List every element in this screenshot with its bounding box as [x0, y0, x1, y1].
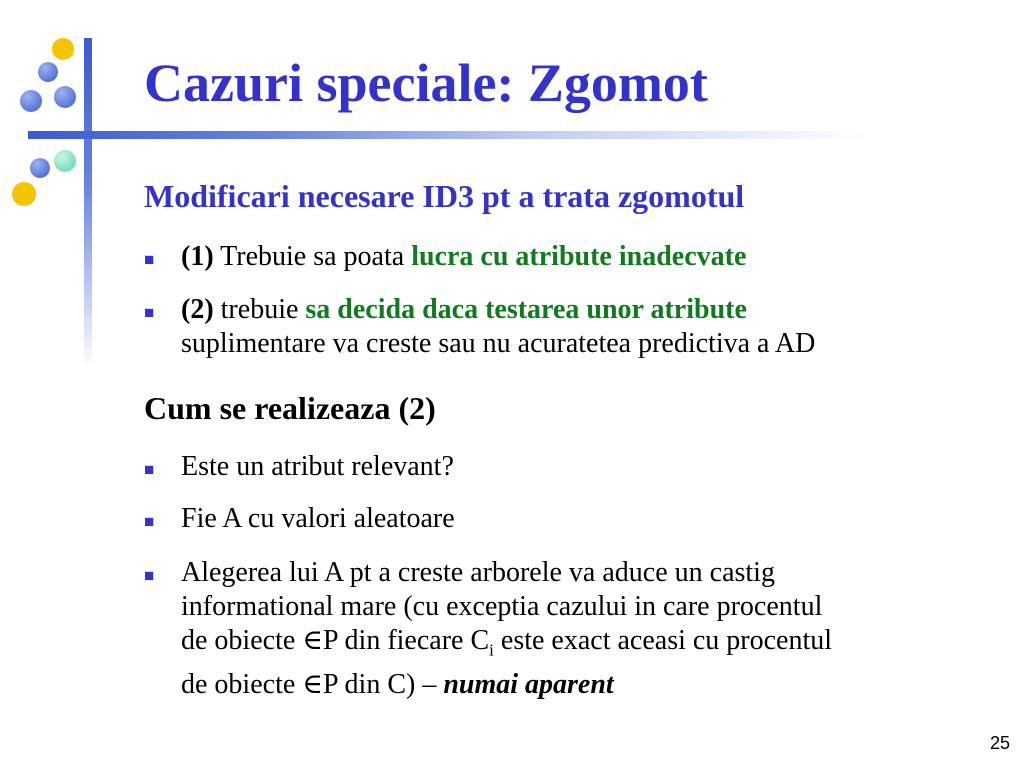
bullet-text: Trebuie sa poata	[220, 241, 405, 272]
decorative-dot-yellow-bottom	[12, 182, 36, 206]
element-of-symbol: ∈	[302, 625, 324, 656]
bullet-line: informational mare (cu exceptia cazului in care procentul	[181, 591, 823, 622]
emphasis-text: numai aparent	[443, 668, 614, 700]
bullet-marker: ■	[144, 566, 155, 585]
bullet-highlight: lucra cu atribute inadecvate	[411, 241, 747, 272]
bullet-marker: ■	[144, 512, 155, 531]
bullet-line: P din fiecare C	[323, 625, 490, 656]
decorative-horizontal-line	[28, 131, 868, 139]
bullet-marker: ■	[144, 303, 155, 322]
bullet-line: este exact aceasi cu procentul	[500, 625, 833, 656]
subheading: Modificari necesare ID3 pt a trata zgomotul	[144, 178, 745, 214]
bullet-item-3: Este un atribut relevant?	[181, 451, 454, 482]
page-number: 25	[989, 733, 1010, 753]
bullet-line: de obiecte	[181, 625, 296, 656]
bullet-item-4: Fie A cu valori aleatoare	[181, 503, 455, 534]
bullet-line: de obiecte	[181, 668, 296, 700]
bullet-text: trebuie	[220, 294, 299, 325]
decorative-dot-yellow-top	[52, 38, 74, 60]
bullet-item-1	[181, 240, 746, 274]
bullet-item-2	[181, 293, 815, 361]
section-heading: Cum se realizeaza (2)	[144, 390, 436, 426]
bullet-line: P din C) –	[323, 668, 437, 700]
bullet-highlight: sa decida daca testarea unor atribute	[305, 294, 747, 325]
decorative-dot-blue	[38, 62, 58, 82]
bullet-line: Alegerea lui A pt a creste arborele va aduce un castig	[181, 557, 775, 588]
bullet-item-5	[181, 556, 832, 702]
decorative-dot-teal	[54, 150, 76, 172]
element-of-symbol: ∈	[302, 668, 324, 700]
bullet-continuation: suplimentare va creste sau nu acuratetea predictiva a AD	[181, 328, 816, 359]
decorative-dot-blue	[20, 90, 42, 112]
decorative-dot-blue	[54, 86, 76, 108]
bullet-number: (1)	[181, 241, 214, 272]
slide-title: Cazuri speciale: Zgomot	[144, 53, 708, 113]
bullet-marker: ■	[144, 250, 155, 269]
decorative-dot-blue	[30, 158, 50, 178]
subscript: i	[489, 640, 494, 660]
bullet-number: (2)	[181, 294, 214, 325]
decorative-vertical-line	[84, 38, 92, 368]
bullet-marker: ■	[144, 460, 155, 479]
